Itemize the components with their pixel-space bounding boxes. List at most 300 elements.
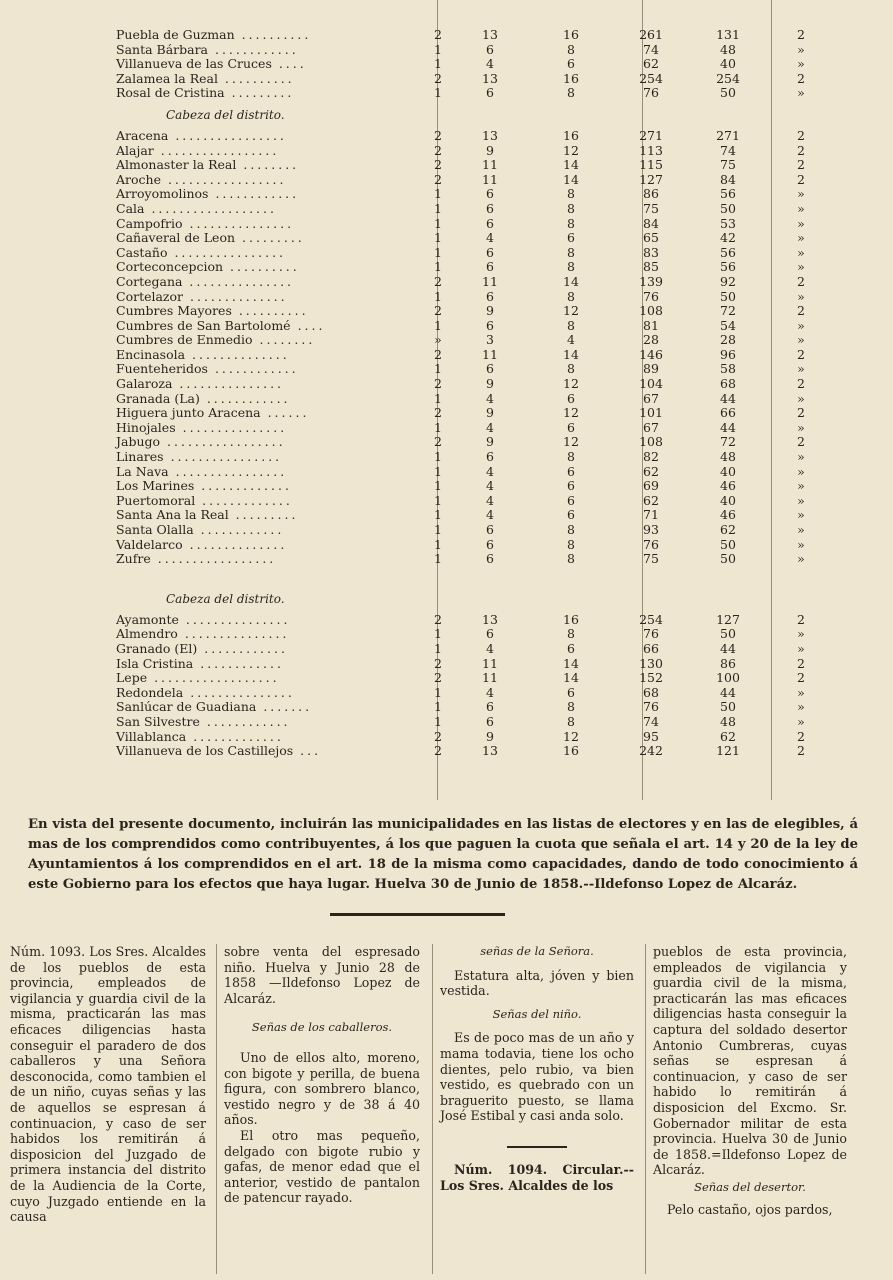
cell-c6: » [797, 85, 805, 101]
table-row [116, 246, 836, 261]
cell-c4: 127 [639, 171, 663, 187]
leader-dots: ............... [177, 626, 290, 642]
cell-c3: 14 [563, 157, 579, 173]
cell-c6: » [797, 244, 805, 260]
leader-dots: ............ [208, 186, 300, 202]
cell-c2: 6 [486, 41, 494, 57]
cell-c5: 48 [720, 713, 736, 729]
cell-c2: 4 [486, 684, 494, 700]
table-row [116, 144, 836, 159]
column-rule [645, 944, 646, 1274]
leader-dots: ............... [175, 419, 288, 435]
cell-c3: 8 [567, 259, 575, 275]
col4-paragraph: Pelo castaño, ojos pardos, [667, 1201, 833, 1217]
cell-c2: 11 [482, 670, 498, 686]
leader-dots: ............ [193, 655, 284, 671]
cell-c6: » [797, 390, 805, 406]
cell-c1: 1 [434, 317, 442, 333]
cell-c3: 8 [567, 186, 575, 202]
cell-c2: 9 [486, 376, 494, 392]
cell-c2: 6 [486, 449, 494, 465]
cell-c1: 1 [434, 640, 442, 656]
table-row [116, 275, 836, 290]
town-name: Santa Ana la Real ......... [116, 507, 299, 523]
cell-c5: 50 [720, 288, 736, 304]
cell-c2: 4 [486, 640, 494, 656]
cell-c4: 84 [643, 215, 659, 231]
cell-c6: 2 [797, 171, 805, 187]
cell-c6: » [797, 361, 805, 377]
cell-c3: 16 [563, 127, 579, 143]
cell-c4: 104 [639, 376, 663, 392]
cell-c6: » [797, 536, 805, 552]
town-name: Los Marines ............. [116, 478, 292, 494]
cell-c1: 2 [434, 70, 442, 86]
town-name: Cumbres de San Bartolomé .... [116, 317, 326, 333]
cell-c2: 6 [486, 522, 494, 537]
cell-c1: 1 [434, 230, 442, 246]
cell-c2: 4 [486, 463, 494, 479]
cell-c3: 16 [563, 611, 579, 627]
cell-c4: 95 [643, 728, 659, 744]
cell-c1: 1 [434, 361, 442, 377]
cell-c6: » [797, 215, 805, 231]
cell-c3: 16 [563, 27, 579, 42]
table-row [116, 173, 836, 188]
table-row [116, 715, 836, 730]
cell-c1: 1 [434, 390, 442, 406]
town-name: Zalamea la Real .......... [116, 70, 295, 86]
cell-c2: 13 [482, 611, 498, 627]
leader-dots: .............. [183, 288, 288, 304]
table-row [116, 392, 836, 407]
leader-dots: .......... [231, 303, 309, 319]
town-name: Campofrio ............... [116, 215, 295, 231]
leader-dots: ......... [228, 507, 299, 523]
cell-c2: 9 [486, 405, 494, 421]
cell-c3: 8 [567, 200, 575, 216]
cell-c4: 76 [643, 85, 659, 101]
cell-c4: 83 [643, 244, 659, 260]
cell-c3: 8 [567, 699, 575, 715]
town-name: San Silvestre ............ [116, 713, 291, 729]
table-row [116, 730, 836, 745]
cell-c4: 93 [643, 522, 659, 537]
town-name: Puebla de Guzman .......... [116, 27, 312, 42]
col3-paragraph: Núm. 1094. Circular.-- Los Sres. Alcaldes de los [440, 1161, 634, 1193]
cell-c6: 2 [797, 405, 805, 421]
cell-c1: 1 [434, 419, 442, 435]
small-divider [507, 1146, 567, 1148]
cell-c3: 6 [567, 640, 575, 656]
cell-c2: 6 [486, 626, 494, 642]
cell-c4: 113 [639, 142, 663, 158]
cell-c3: 12 [563, 728, 579, 744]
cell-c2: 9 [486, 142, 494, 158]
cell-c1: 1 [434, 449, 442, 465]
cell-c4: 66 [643, 640, 659, 656]
leader-dots: ................. [160, 434, 286, 450]
cell-c1: 1 [434, 56, 442, 72]
col3-paragraph: Es de poco mas de un año y mama todavia, tiene los ocho dientes, pelo rubio, va bien vestido, es quebrado con un braguerito puesto, se llama José Estibal y casi anda solo. [440, 1030, 634, 1124]
cell-c6: » [797, 56, 805, 72]
cell-c1: 2 [434, 728, 442, 744]
cell-c5: 44 [720, 390, 736, 406]
leader-dots: ............. [195, 492, 293, 508]
cell-c3: 6 [567, 419, 575, 435]
cell-c6: » [797, 230, 805, 246]
cell-c5: 56 [720, 244, 736, 260]
cell-c6: » [797, 699, 805, 715]
cell-c5: 254 [716, 70, 740, 86]
cell-c2: 4 [486, 230, 494, 246]
cell-c5: 72 [720, 303, 736, 319]
cell-c4: 85 [643, 259, 659, 275]
cell-c2: 13 [482, 70, 498, 86]
cell-c1: 2 [434, 611, 442, 627]
column-3 [440, 944, 634, 1193]
leader-dots: ............ [199, 390, 291, 406]
table-row [116, 362, 836, 377]
cell-c6: 2 [797, 743, 805, 759]
cell-c2: 6 [486, 713, 494, 729]
cell-c4: 67 [643, 390, 659, 406]
cell-c1: 1 [434, 551, 442, 567]
cell-c3: 6 [567, 478, 575, 494]
cell-c2: 6 [486, 186, 494, 202]
cell-c4: 139 [639, 273, 663, 289]
cell-c1: 2 [434, 27, 442, 42]
cell-c2: 13 [482, 127, 498, 143]
col2-heading: Señas de los caballeros. [251, 1020, 393, 1035]
cell-c2: 11 [482, 273, 498, 289]
cell-c3: 8 [567, 536, 575, 552]
table-row [116, 642, 836, 657]
leader-dots: ............. [194, 478, 292, 494]
leader-dots: ................ [168, 127, 287, 143]
col4-heading: Señas del desertor. [694, 1179, 806, 1194]
cell-c2: 11 [482, 157, 498, 173]
town-name: Rosal de Cristina ......... [116, 85, 295, 101]
town-name: La Nava ................ [116, 463, 288, 479]
cell-c5: 127 [716, 611, 740, 627]
table-row [116, 700, 836, 715]
district-header-label: Cabeza del distrito. [166, 591, 285, 606]
cell-c2: 3 [486, 332, 494, 348]
cell-c1: 1 [434, 713, 442, 729]
town-name: Castaño ................ [116, 244, 287, 260]
cell-c3: 8 [567, 288, 575, 304]
town-name: Zufre ................. [116, 551, 277, 567]
leader-dots: ............ [207, 361, 299, 377]
cell-c4: 62 [643, 492, 659, 508]
town-name: Santa Olalla ............ [116, 522, 285, 537]
leader-dots: ................. [153, 142, 280, 158]
cell-c1: 1 [434, 684, 442, 700]
table-row [116, 406, 836, 421]
cell-c1: 1 [434, 186, 442, 202]
cell-c4: 254 [639, 70, 663, 86]
leader-dots: ...... [260, 405, 310, 421]
cell-c4: 86 [643, 186, 659, 202]
cell-c5: 48 [720, 449, 736, 465]
cell-c4: 152 [639, 670, 663, 686]
section-divider [330, 913, 505, 916]
cell-c3: 14 [563, 655, 579, 671]
cell-c6: » [797, 419, 805, 435]
leader-dots: ............... [182, 273, 295, 289]
notice-paragraph: En vista del presente documento, incluirán las municipalidades en las listas de electores y en las de elegibles, á mas de los comprendidos como contribuyentes, á los que paguen la cuota que señala el art. 14 y 20 de la ley de Ayuntamientos á los comprendidos en el art. 18 de la misma como capacidades, dando de todo conocimiento á este Gobierno para los efectos que haya lugar. Huelva 30 de Junio de 1858.--Ildefonso Lopez de Alcaráz. [28, 817, 858, 892]
cell-c5: 271 [716, 127, 740, 143]
cell-c3: 8 [567, 85, 575, 101]
cell-c3: 8 [567, 626, 575, 642]
cell-c6: 2 [797, 655, 805, 671]
cell-c1: 1 [434, 288, 442, 304]
cell-c3: 16 [563, 743, 579, 759]
cell-c3: 8 [567, 713, 575, 729]
cell-c1: 2 [434, 157, 442, 173]
cell-c1: 1 [434, 463, 442, 479]
cell-c2: 6 [486, 85, 494, 101]
cell-c4: 74 [643, 41, 659, 57]
leader-dots: .... [290, 317, 326, 333]
cell-c6: » [797, 507, 805, 523]
cell-c6: » [797, 317, 805, 333]
cell-c6: 2 [797, 70, 805, 86]
cell-c5: 50 [720, 200, 736, 216]
cell-c5: 28 [720, 332, 736, 348]
cell-c6: » [797, 41, 805, 57]
leader-dots: ............... [183, 684, 295, 700]
cell-c4: 62 [643, 56, 659, 72]
town-name: Alajar ................. [116, 142, 280, 158]
table-row [116, 217, 836, 232]
town-name: Galaroza ............... [116, 376, 285, 392]
cell-c3: 12 [563, 434, 579, 450]
cell-c2: 6 [486, 244, 494, 260]
cell-c4: 76 [643, 288, 659, 304]
cell-c1: 1 [434, 522, 442, 537]
cell-c2: 4 [486, 478, 494, 494]
cell-c1: 1 [434, 626, 442, 642]
leader-dots: .......... [234, 27, 312, 42]
cell-c3: 8 [567, 215, 575, 231]
town-name: Cala .................. [116, 200, 277, 216]
town-name: Villanueva de las Cruces .... [116, 56, 307, 72]
cell-c3: 14 [563, 273, 579, 289]
town-name: Fuenteheridos ............ [116, 361, 299, 377]
town-name: Almendro ............... [116, 626, 290, 642]
town-name: Santa Bárbara ............ [116, 41, 299, 57]
cell-c1: 1 [434, 492, 442, 508]
cell-c5: 56 [720, 186, 736, 202]
leader-dots: .............. [185, 346, 290, 362]
town-name: Cortelazor .............. [116, 288, 288, 304]
table-row [116, 57, 836, 72]
town-name: Redondela ............... [116, 684, 295, 700]
cell-c5: 48 [720, 41, 736, 57]
cell-c1: 1 [434, 478, 442, 494]
cell-c2: 9 [486, 303, 494, 319]
cell-c4: 101 [639, 405, 663, 421]
cell-c1: 2 [434, 273, 442, 289]
cell-c6: » [797, 200, 805, 216]
cell-c4: 108 [639, 303, 663, 319]
cell-c4: 115 [639, 157, 663, 173]
cell-c3: 8 [567, 522, 575, 537]
cell-c3: 14 [563, 346, 579, 362]
cell-c5: 50 [720, 551, 736, 567]
cell-c3: 8 [567, 41, 575, 57]
cell-c5: 40 [720, 56, 736, 72]
cell-c2: 11 [482, 171, 498, 187]
cell-c6: 2 [797, 376, 805, 392]
cell-c4: 76 [643, 536, 659, 552]
cell-c6: » [797, 522, 805, 537]
cell-c5: 92 [720, 273, 736, 289]
cell-c5: 58 [720, 361, 736, 377]
cell-c3: 16 [563, 70, 579, 86]
cell-c1: 2 [434, 142, 442, 158]
cell-c5: 74 [720, 142, 736, 158]
cell-c5: 53 [720, 215, 736, 231]
leader-dots: ............... [178, 611, 291, 627]
leader-dots: ......... [224, 85, 295, 101]
cell-c3: 14 [563, 171, 579, 187]
cell-c6: 2 [797, 27, 805, 42]
cell-c6: 2 [797, 303, 805, 319]
cell-c5: 54 [720, 317, 736, 333]
cell-c3: 8 [567, 317, 575, 333]
cell-c3: 8 [567, 244, 575, 260]
leader-dots: ............ [197, 640, 288, 656]
notice-1093: Núm. 1093. Los Sres. Alcaldes de los pueblos de esta provincia, empleados de vigilancia y guardia civil de la misma, practicarán las mas eficaces diligencias hasta conseguir el paradero de dos caballeros y una Señora desconocida, como tambien el de un niño, cuyas señas y las de aquellos se espresan á continuacion, y caso de ser habidos los remitirán á disposicion del Juzgado de primera instancia del distrito de la Audiencia de la Corte, cuyo Juzgado entiende en la causa [10, 944, 206, 1225]
town-name: Cumbres Mayores .......... [116, 303, 309, 319]
table-row [116, 657, 836, 672]
cell-c5: 44 [720, 419, 736, 435]
cell-c6: 2 [797, 611, 805, 627]
col3-heading: señas de la Señora. [480, 944, 594, 958]
town-name: Ayamonte ............... [116, 611, 291, 627]
cell-c4: 261 [639, 27, 663, 42]
town-name: Almonaster la Real ........ [116, 157, 300, 173]
district-header [116, 101, 836, 129]
cell-c1: 2 [434, 434, 442, 450]
cell-c6: 2 [797, 434, 805, 450]
cell-c1: 2 [434, 405, 442, 421]
cell-c3: 12 [563, 376, 579, 392]
table-row [116, 435, 836, 450]
town-name: Lepe .................. [116, 670, 280, 686]
cell-c5: 75 [720, 157, 736, 173]
col2-paragraph: El otro mas pequeño, delgado con bigote rubio y gafas, de menor edad que el anterior, vestido de pantalon de patencur rayado. [224, 1127, 420, 1206]
cell-c6: » [797, 684, 805, 700]
table-row [116, 523, 836, 538]
cell-c6: » [797, 186, 805, 202]
leader-dots: ............... [172, 376, 285, 392]
cell-c6: » [797, 551, 805, 567]
col2-paragraph: Uno de ellos alto, moreno, con bigote y perilla, de buena figura, con sombrero blanco, vestido negro y de 38 á 40 años. [224, 1049, 420, 1128]
column-2 [224, 944, 420, 1206]
town-name: Arroyomolinos ............ [116, 186, 300, 202]
electoral-table [116, 28, 836, 759]
cell-c5: 50 [720, 536, 736, 552]
town-name: Cañaveral de Leon ......... [116, 230, 305, 246]
cell-c2: 6 [486, 259, 494, 275]
cell-c4: 271 [639, 127, 663, 143]
cell-c4: 76 [643, 699, 659, 715]
cell-c5: 121 [716, 743, 740, 759]
table-row [116, 613, 836, 628]
cell-c4: 146 [639, 346, 663, 362]
col3-paragraph: Estatura alta, jóven y bien vestida. [440, 967, 634, 999]
column-rule [432, 944, 433, 1274]
table-row [116, 158, 836, 173]
town-name: Aroche ................. [116, 171, 287, 187]
cell-c3: 4 [567, 332, 575, 348]
town-name: Aracena ................ [116, 127, 287, 143]
table-row [116, 290, 836, 305]
leader-dots: ................ [163, 449, 283, 465]
table-row [116, 552, 836, 567]
column-4 [653, 944, 847, 1217]
cell-c3: 12 [563, 142, 579, 158]
cell-c2: 9 [486, 728, 494, 744]
column-rule [216, 944, 217, 1274]
cell-c2: 6 [486, 200, 494, 216]
town-name: Hinojales ............... [116, 419, 288, 435]
cell-c2: 4 [486, 390, 494, 406]
leader-dots: .... [271, 56, 307, 72]
leader-dots: ........ [252, 332, 316, 348]
cell-c1: 2 [434, 346, 442, 362]
cell-c4: 65 [643, 230, 659, 246]
leader-dots: ................ [168, 463, 288, 479]
leader-dots: .............. [182, 536, 288, 552]
cell-c5: 50 [720, 699, 736, 715]
cell-c5: 68 [720, 376, 736, 392]
leader-dots: ................. [160, 171, 287, 187]
cell-c1: 2 [434, 655, 442, 671]
table-row [116, 202, 836, 217]
cell-c2: 6 [486, 215, 494, 231]
town-name: Encinasola .............. [116, 346, 290, 362]
cell-c2: 4 [486, 56, 494, 72]
table-row [116, 72, 836, 87]
leader-dots: ............ [199, 713, 291, 729]
cell-c4: 75 [643, 551, 659, 567]
table-row [116, 187, 836, 202]
cell-c1: 2 [434, 376, 442, 392]
cell-c1: 2 [434, 127, 442, 143]
table-row [116, 377, 836, 392]
cell-c2: 13 [482, 743, 498, 759]
cell-c6: » [797, 332, 805, 348]
town-name: Isla Cristina ............ [116, 655, 284, 671]
cell-c3: 8 [567, 361, 575, 377]
cell-c6: » [797, 259, 805, 275]
table-row [116, 450, 836, 465]
cell-c6: » [797, 463, 805, 479]
table-row [116, 671, 836, 686]
cell-c1: 1 [434, 85, 442, 101]
cell-c5: 62 [720, 522, 736, 537]
cell-c6: 2 [797, 670, 805, 686]
cell-c5: 44 [720, 640, 736, 656]
cell-c1: 1 [434, 200, 442, 216]
cell-c2: 11 [482, 655, 498, 671]
cell-c2: 9 [486, 434, 494, 450]
